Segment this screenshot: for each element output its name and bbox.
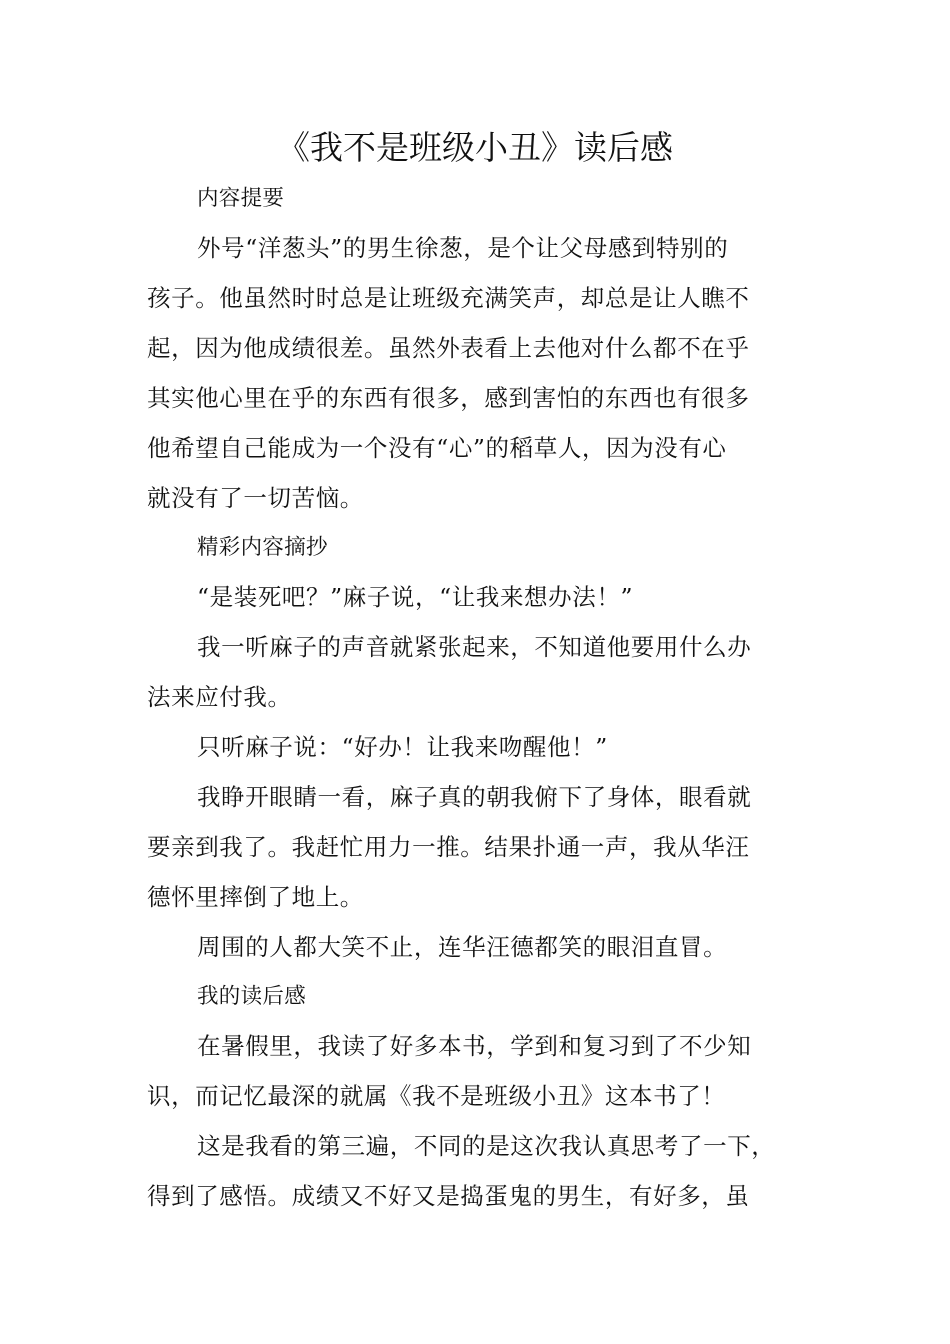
document-title: 《我不是班级小丑》读后感 [277, 128, 673, 167]
section-heading-excerpt: 精彩内容摘抄 [197, 535, 328, 560]
section-heading-summary: 内容提要 [197, 186, 285, 211]
paragraph-line: 其实他心里在乎的东西有很多，感到害怕的东西也有很多 [147, 384, 750, 412]
paragraph-line: 我一听麻子的声音就紧张起来，不知道他要用什么办 [197, 633, 752, 661]
paragraph-line: 法来应付我。 [147, 683, 292, 711]
paragraph-line: 这是我看的第三遍，不同的是这次我认真思考了一下， [197, 1132, 776, 1160]
paragraph-line: “是装死吧？”麻子说，“让我来想办法！” [197, 583, 634, 611]
paragraph-line: 我睁开眼睛一看，麻子真的朝我俯下了身体，眼看就 [197, 783, 752, 811]
paragraph-line: 只听麻子说：“好办！让我来吻醒他！” [197, 733, 608, 761]
paragraph-line: 就没有了一切苦恼。 [147, 484, 364, 512]
paragraph-line: 起，因为他成绩很差。虽然外表看上去他对什么都不在乎 [147, 334, 750, 362]
paragraph-line: 要亲到我了。我赶忙用力一推。结果扑通一声，我从华汪 [147, 833, 750, 861]
paragraph-line: 在暑假里，我读了好多本书，学到和复习到了不少知 [197, 1032, 752, 1060]
paragraph-line: 孩子。他虽然时时总是让班级充满笑声，却总是让人瞧不 [147, 284, 750, 312]
paragraph-line: 周围的人都大笑不止，连华汪德都笑的眼泪直冒。 [197, 933, 728, 961]
paragraph-line: 他希望自己能成为一个没有“心”的稻草人，因为没有心 [147, 434, 727, 462]
section-heading-reflection: 我的读后感 [197, 984, 307, 1009]
paragraph-line: 识，而记忆最深的就属《我不是班级小丑》这本书了！ [147, 1082, 726, 1110]
paragraph-line: 德怀里摔倒了地上。 [147, 883, 364, 911]
paragraph-line: 外号“洋葱头”的男生徐葱，是个让父母感到特别的 [197, 234, 729, 262]
paragraph-line: 得到了感悟。成绩又不好又是捣蛋鬼的男生，有好多，虽 [147, 1182, 750, 1210]
